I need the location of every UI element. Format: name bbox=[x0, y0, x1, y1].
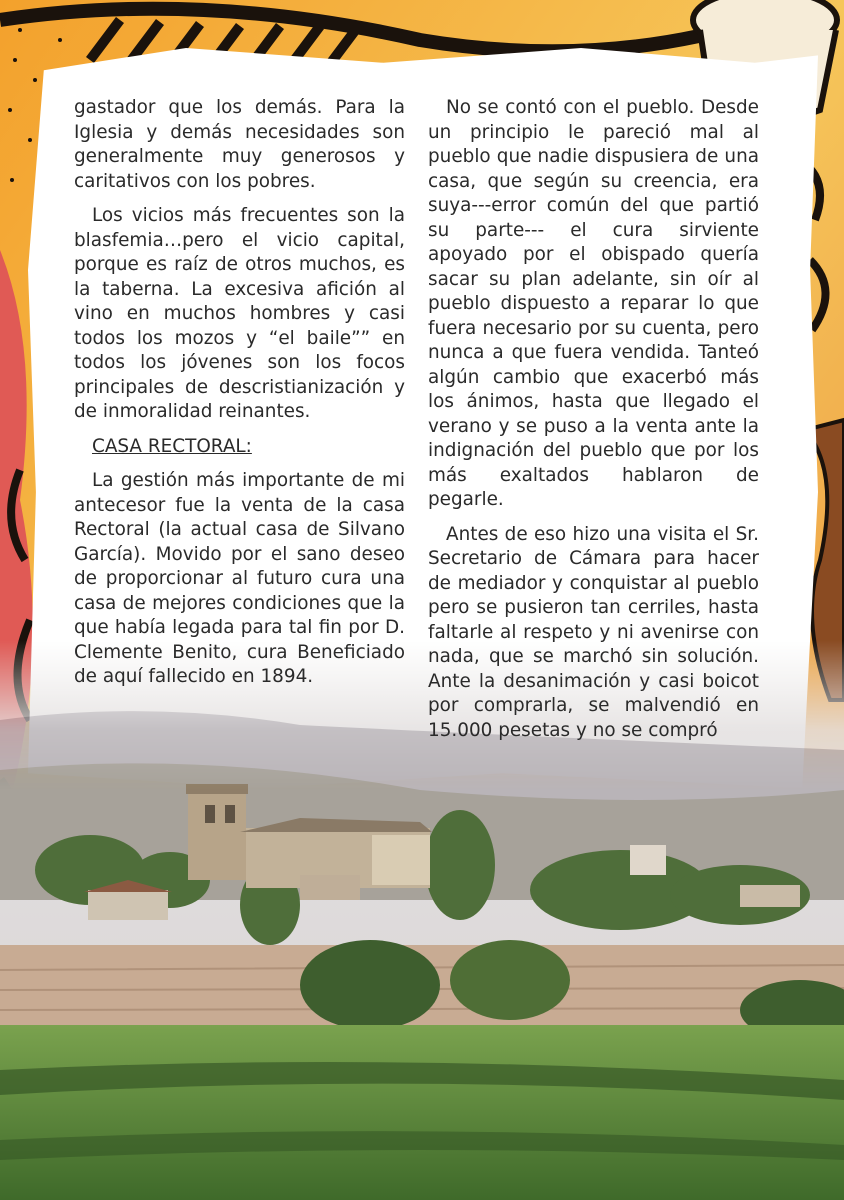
right-paragraph-1: No se contó con el pueblo. Desde un principio le pareció mal al pueblo que nadie dispusiera de una casa, que según su creencia, era suya---error común del que partió su parte--- el cura sirviente apoyado por el obispado quería sacar su plan adelante, sin oír al pueblo dispuesto a reparar lo que fuera necesario por su cuenta, pero nunca a que fuera vendida. Tanteó algún cambio que exacerbó más los ánimos, hasta que llegado el verano y se puso a la venta ante la indignación del pueblo que por los más exaltados hablaron de pegarle. bbox=[428, 97, 759, 510]
right-paragraph-2: Antes de eso hizo una visita el Sr. Secretario de Cámara para hacer de mediador y conquistar al pueblo pero se pusieron tan cerriles, hasta faltarle al respeto y ni avenirse con nada, que se marchó sin solución. Ante la desanimación y casi boicot por comprarla, se malvendió en 15.000 pesetas y no se compró bbox=[428, 523, 759, 741]
left-column bbox=[74, 96, 405, 700]
left-paragraph-3: La gestión más importante de mi antecesor fue la venta de la casa Rectoral (la actual casa de Silvano García). Movido por el sano deseo de proporcionar al futuro cura una casa de mejores condiciones que la que había legada para tal fin por D. Clemente Benito, cura Beneficiado de aquí fallecido en 1894. bbox=[74, 470, 405, 687]
left-paragraph-2: Los vicios más frecuentes son la blasfemia…pero el vicio capital, porque es raíz de otros muchos, es la taberna. La excesiva afición al vino en muchos hombres y casi todos los mozos y “el baile”” en todos los jóvenes son los focos principales de descristianización y de inmoralidad reinantes. bbox=[74, 205, 405, 422]
section-heading-casa-rectoral: CASA RECTORAL: bbox=[92, 435, 252, 457]
left-paragraph-1: gastador que los demás. Para la Iglesia y demás necesidades son generalmente muy generosos y caritativos con los pobres. bbox=[74, 97, 405, 192]
right-column bbox=[428, 96, 759, 753]
